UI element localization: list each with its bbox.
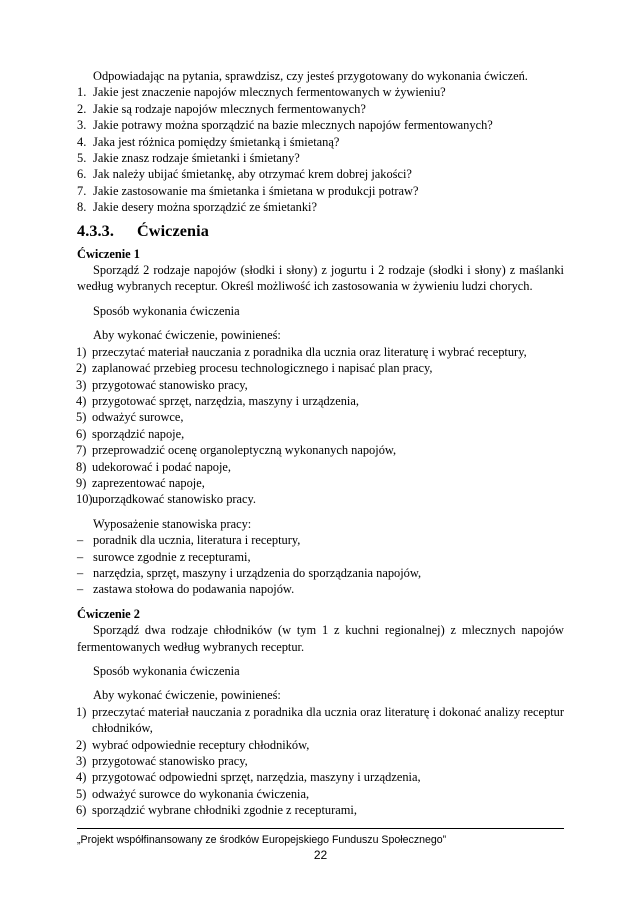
page-footer <box>77 828 564 862</box>
list-item <box>77 166 564 182</box>
exercise-1-method-heading: Sposób wykonania ćwiczenia <box>93 303 240 318</box>
list-item-text: Jaka jest różnica pomiędzy śmietanką i śmietaną? <box>93 134 340 149</box>
list-item-text: surowce zgodnie z recepturami, <box>93 549 251 564</box>
list-item <box>77 183 564 199</box>
list-item <box>77 377 564 393</box>
list-item-text: przeczytać materiał nauczania z poradnika dla ucznia oraz literaturę i dokonać analizy receptur chłodników, <box>92 704 564 736</box>
exercise-1-description: Sporządź 2 rodzaje napojów (słodki i słony) z jogurtu i 2 rodzaje (słodki i słony) z maślanki według wybranych receptur. Określ możliwość ich zastosowania w żywieniu ludzi chorych. <box>77 263 564 294</box>
exercise-2-title: Ćwiczenie 2 <box>77 606 140 621</box>
list-item <box>77 199 564 215</box>
section-number: 4.3.3. <box>77 221 115 240</box>
page-number: 22 <box>313 848 328 862</box>
list-item-text: zaplanować przebieg procesu technologicznego i napisać plan pracy, <box>92 361 433 376</box>
list-item <box>77 442 564 458</box>
list-item <box>77 475 564 491</box>
list-item-text: Jakie znasz rodzaje śmietanki i śmietany? <box>93 151 300 166</box>
list-marker: 5) <box>76 786 87 801</box>
list-marker: 1) <box>76 704 87 719</box>
list-item <box>77 360 564 376</box>
list-marker: 6) <box>76 803 87 818</box>
list-marker: 3) <box>76 754 87 769</box>
list-item <box>77 769 564 785</box>
list-marker: 2. <box>77 101 87 116</box>
list-marker: 8) <box>76 459 87 474</box>
list-item <box>77 409 564 425</box>
list-item-text: przygotować odpowiedni sprzęt, narzędzia, maszyny i urządzenia, <box>92 770 421 785</box>
list-item <box>77 101 564 117</box>
list-item-text: Jakie potrawy można sporządzić na bazie mlecznych napojów fermentowanych? <box>93 118 493 133</box>
dash-marker: – <box>77 549 84 564</box>
list-item-text: poradnik dla ucznia, literatura i receptury, <box>93 533 301 548</box>
list-marker: 4. <box>77 134 87 149</box>
exercise-2-steps <box>77 704 564 819</box>
list-marker: 7) <box>76 443 87 458</box>
list-item-text: Jakie zastosowanie ma śmietanka i śmietana w produkcji potraw? <box>93 183 419 198</box>
dash-marker: – <box>77 533 84 548</box>
list-item <box>77 134 564 150</box>
list-item <box>77 565 564 581</box>
list-item <box>77 491 564 507</box>
list-marker: 6. <box>77 167 87 182</box>
intro-text: Odpowiadając na pytania, sprawdzisz, czy jesteś przygotowany do wykonania ćwiczeń. <box>93 69 528 83</box>
list-item <box>77 84 564 100</box>
list-item-text: Jakie jest znaczenie napojów mlecznych fermentowanych w żywieniu? <box>93 85 446 100</box>
section-title: Ćwiczenia <box>137 221 209 240</box>
list-item-text: wybrać odpowiednie receptury chłodników, <box>92 737 310 752</box>
footer-divider <box>77 828 564 829</box>
list-item-text: przygotować sprzęt, narzędzia, maszyny i urządzenia, <box>92 393 359 408</box>
list-marker: 4) <box>76 770 87 785</box>
list-item <box>77 581 564 597</box>
list-item-text: zaprezentować napoje, <box>92 475 205 490</box>
exercise-1-equipment-heading: Wyposażenie stanowiska pracy: <box>93 516 252 531</box>
list-marker: 6) <box>76 426 87 441</box>
footer-text: „Projekt współfinansowany ze środków Europejskiego Funduszu Społecznego” <box>77 834 447 846</box>
page-content <box>77 68 564 819</box>
list-item-text: przeczytać materiał nauczania z poradnika dla ucznia oraz literaturę i wybrać receptury, <box>92 344 527 359</box>
list-item <box>77 393 564 409</box>
list-item <box>77 786 564 802</box>
exercise-2-description: Sporządź dwa rodzaje chłodników (w tym 1 z kuchni regionalnej) z mlecznych napojów fermentowanych według wybranych receptur. <box>77 623 564 654</box>
questions-list <box>77 84 564 215</box>
exercise-1-steps <box>77 344 564 508</box>
exercise-1-steps-intro: Aby wykonać ćwiczenie, powinieneś: <box>93 328 281 343</box>
list-item-text: odważyć surowce do wykonania ćwiczenia, <box>92 786 310 801</box>
list-item-text: sporządzić wybrane chłodniki zgodnie z recepturami, <box>92 803 357 818</box>
list-item <box>77 802 564 818</box>
list-item-text: Jakie desery można sporządzić ze śmietanki? <box>93 200 317 215</box>
list-item-text: odważyć surowce, <box>92 410 184 425</box>
list-item-text: sporządzić napoje, <box>92 426 185 441</box>
list-item <box>77 753 564 769</box>
list-marker: 9) <box>76 475 87 490</box>
list-item <box>77 117 564 133</box>
list-item-text: udekorować i podać napoje, <box>92 459 231 474</box>
list-marker: 1) <box>76 344 87 359</box>
exercise-2-steps-intro: Aby wykonać ćwiczenie, powinieneś: <box>93 688 281 703</box>
list-marker: 5) <box>76 410 87 425</box>
list-item-text: zastawa stołowa do podawania napojów. <box>93 582 295 597</box>
list-item <box>77 426 564 442</box>
list-item <box>77 737 564 753</box>
list-marker: 7. <box>77 183 87 198</box>
list-marker: 3. <box>77 118 87 133</box>
exercise-2-method-heading: Sposób wykonania ćwiczenia <box>93 664 240 678</box>
list-item <box>77 532 564 548</box>
list-marker: 10) <box>76 492 93 507</box>
list-marker: 5. <box>77 151 87 166</box>
list-item-text: przygotować stanowisko pracy, <box>92 754 248 769</box>
list-marker: 8. <box>77 200 87 215</box>
list-item-text: Jakie są rodzaje napojów mlecznych fermentowanych? <box>93 101 366 116</box>
list-item <box>77 344 564 360</box>
list-marker: 4) <box>76 393 87 408</box>
exercise-1-equipment <box>77 532 564 598</box>
list-item <box>77 150 564 166</box>
list-item-text: przeprowadzić ocenę organoleptyczną wykonanych napojów, <box>92 443 397 458</box>
dash-marker: – <box>77 565 84 580</box>
list-item <box>77 704 564 737</box>
list-item-text: narzędzia, sprzęt, maszyny i urządzenia do sporządzania napojów, <box>93 565 422 580</box>
list-item-text: Jak należy ubijać śmietankę, aby otrzymać krem dobrej jakości? <box>93 167 412 182</box>
section-heading <box>77 220 564 242</box>
list-item <box>77 459 564 475</box>
list-marker: 3) <box>76 377 87 392</box>
list-item-text: uporządkować stanowisko pracy. <box>92 492 257 507</box>
list-item-text: przygotować stanowisko pracy, <box>92 377 248 392</box>
list-marker: 2) <box>76 361 87 376</box>
list-item <box>77 549 564 565</box>
exercise-1-title: Ćwiczenie 1 <box>77 246 140 261</box>
list-marker: 2) <box>76 737 87 752</box>
list-marker: 1. <box>77 85 87 100</box>
dash-marker: – <box>77 582 84 597</box>
